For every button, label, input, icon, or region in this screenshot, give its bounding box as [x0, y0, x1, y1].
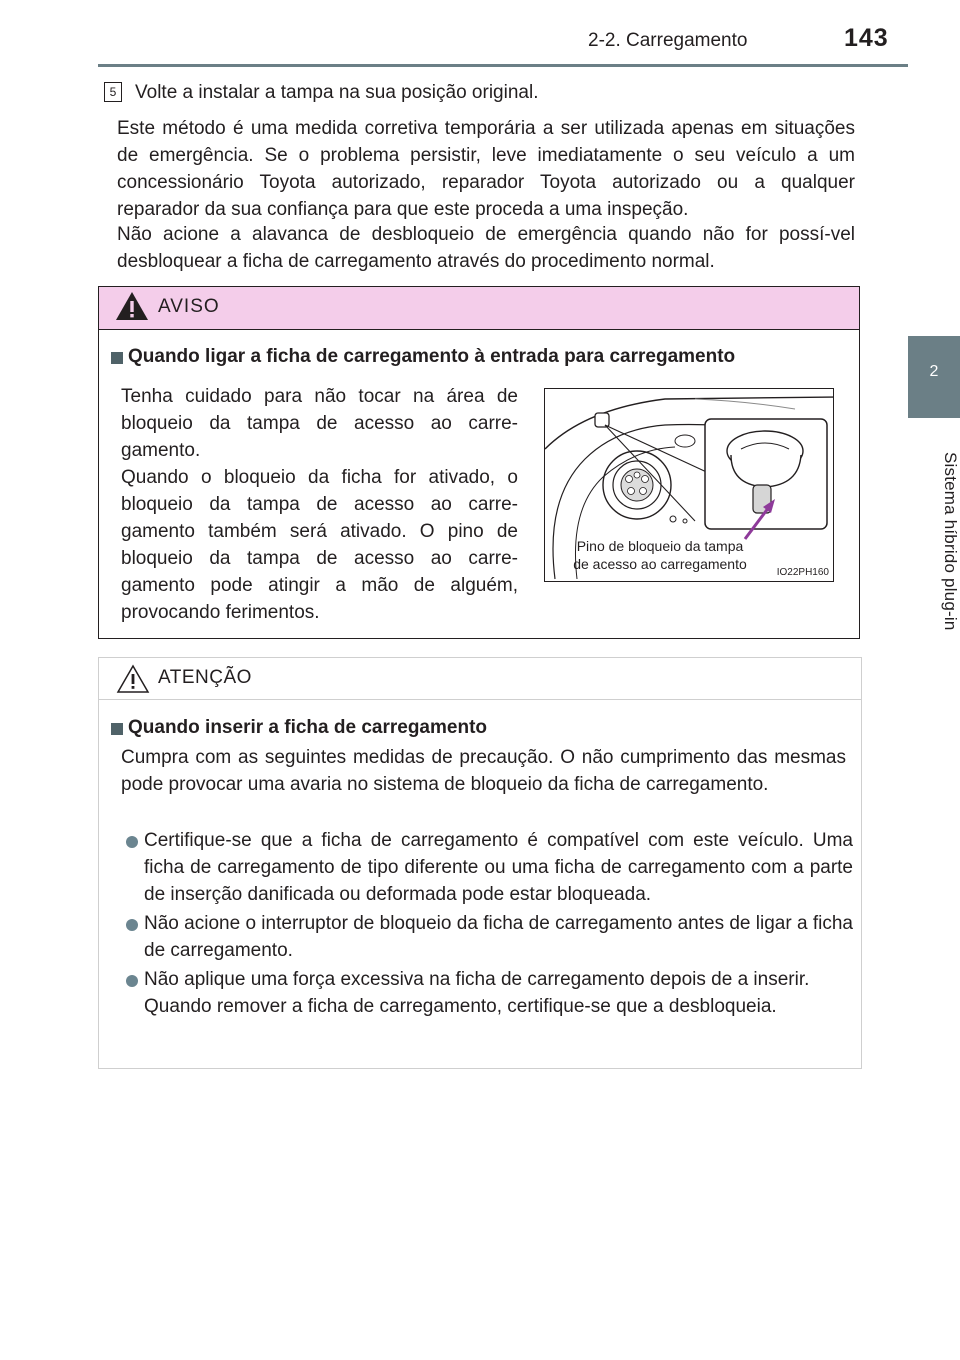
attention-intro: Cumpra com as seguintes medidas de precaução. O não cumprimento das mesmas pode provocar uma avaria no sistema de bloqueio da ficha de carregamento.: [121, 747, 846, 795]
step-text: Volte a instalar a tampa na sua posição original.: [135, 82, 539, 103]
step-number-box: 5: [104, 82, 122, 102]
attention-title: ATENÇÃO: [158, 667, 252, 688]
attention-bullet-3: Não aplique uma força excessiva na ficha de carregamento depois de a inserir. Quando remover a ficha de carregamento, certifique-se que a desbloqueia.: [144, 969, 810, 1017]
figure-caption-line2: de acesso ao carregamento: [573, 556, 747, 572]
warning-heading-square-icon: [111, 352, 123, 364]
page-number: 143: [844, 24, 889, 52]
header-rule: [98, 64, 908, 67]
attention-heading-square-icon: [111, 723, 123, 735]
chapter-number: 2: [929, 363, 939, 380]
chapter-side-label: Sistema híbrido plug-in: [941, 451, 960, 631]
attention-bullet-1: Certifique-se que a ficha de carregamento é compatível com este veículo. Uma ficha de carregamento de tipo diferente ou uma ficha de carregamento com a parte de inserção danificada ou deformada pode estar bloqueada.: [144, 830, 853, 905]
attention-heading: Quando inserir a ficha de carregamento: [128, 717, 487, 738]
attention-bullet-2: Não acione o interruptor de bloqueio da ficha de carregamento antes de ligar a ficha de carregamento.: [144, 913, 853, 961]
warning-heading: Quando ligar a ficha de carregamento à entrada para carregamento: [128, 346, 736, 367]
bullet-dot-icon: [126, 975, 138, 987]
bullet-dot-icon: [126, 919, 138, 931]
figure-code: IO22PH160: [776, 567, 829, 578]
charging-lock-illustration: [544, 388, 834, 582]
header-section-title: 2-2. Carregamento: [588, 30, 748, 51]
warning-text-2: Quando o bloqueio da ficha for ativado, o bloqueio da tampa de acesso ao carre-gamento também será ativado. O pino de bloqueio da tampa de acesso ao carre-gamento pode atingir a mão de alguém, provocando ferimentos.: [121, 467, 518, 623]
warning-title: AVISO: [158, 296, 220, 317]
body-paragraph-1: Este método é uma medida corretiva temporária a ser utilizada apenas em situações de emergência. Se o problema persistir, leve imediatamente o seu veículo a um concessionário Toyota autorizado, reparador Toyota autorizado ou a qualquer reparador da sua confiança para que este proceda a uma inspeção.: [117, 118, 855, 220]
attention-triangle-icon: [116, 664, 150, 694]
warning-text-1: Tenha cuidado para não tocar na área de bloqueio da tampa de acesso ao carre-gamento.: [121, 386, 518, 461]
figure-caption-line1: Pino de bloqueio da tampa: [576, 538, 744, 554]
body-paragraph-2: Não acione a alavanca de desbloqueio de emergência quando não for possí-vel desbloquear a ficha de carregamento através do procedimento normal.: [117, 224, 855, 272]
chapter-tab: [908, 336, 960, 418]
warning-triangle-icon: [114, 290, 150, 322]
figure-caption: [545, 537, 775, 573]
attention-header-rule: [99, 699, 861, 700]
bullet-dot-icon: [126, 836, 138, 848]
